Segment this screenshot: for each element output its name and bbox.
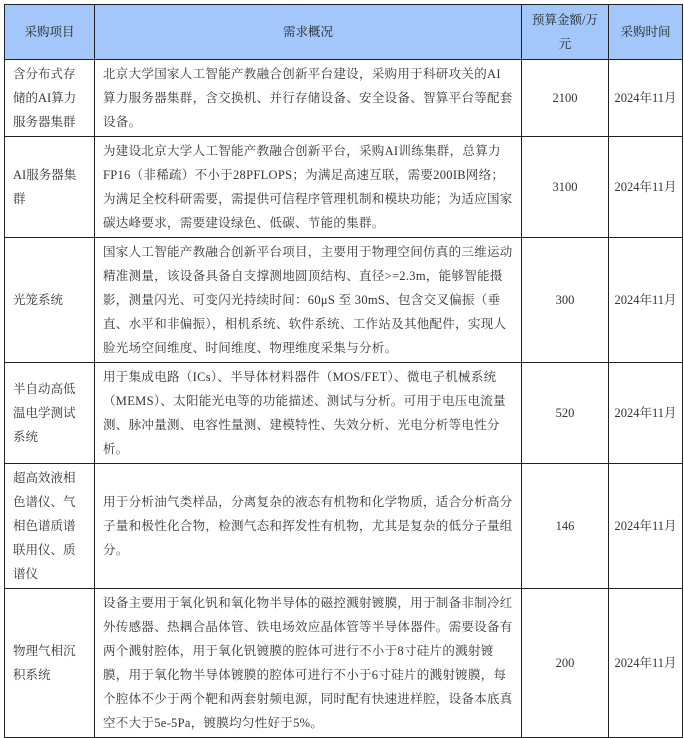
item-cell: 超高效液相色谱仪、气相色谱质谱联用仪、质谱仪 (5, 464, 95, 589)
budget-cell: 520 (522, 363, 609, 464)
item-cell: 物理气相沉积系统 (5, 589, 95, 738)
budget-cell: 2100 (522, 60, 609, 137)
table-row (5, 137, 683, 238)
desc-cell: 设备主要用于氧化钒和氧化物半导体的磁控溅射镀膜，用于制备非制冷红外传感器、热耦合晶体管、铁电场效应晶体管等半导体器件。需要设备有两个溅射腔体，用于氧化钒镀膜的腔体可进行不小于8寸硅片的溅射镀膜，用于氧化物半导体镀膜的腔体可进行不小于6寸硅片的溅射镀膜，每个腔体不少于两个靶和两套射频电源，同时配有快速进样腔，设备本底真空不大于5e-5Pa，镀膜均匀性好于5%。 (95, 589, 522, 738)
budget-cell: 200 (522, 589, 609, 738)
budget-cell: 300 (522, 238, 609, 363)
desc-cell: 用于分析油气类样品，分离复杂的液态有机物和化学物质，适合分析高分子量和极性化合物，检测气态和挥发性有机物，尤其是复杂的低分子量组分。 (95, 464, 522, 589)
time-cell: 2024年11月 (609, 60, 683, 137)
desc-cell: 北京大学国家人工智能产教融合创新平台建设，采购用于科研攻关的AI算力服务器集群，含交换机、并行存储设备、安全设备、智算平台等配套设备。 (95, 60, 522, 137)
item-cell: AI服务器集群 (5, 137, 95, 238)
table-header-row (5, 5, 683, 60)
table-row (5, 363, 683, 464)
table-row (5, 589, 683, 738)
time-cell: 2024年11月 (609, 464, 683, 589)
time-cell: 2024年11月 (609, 363, 683, 464)
desc-cell: 国家人工智能产教融合创新平台项目，主要用于物理空间仿真的三维运动精准测量，该设备具备自支撑测地圆顶结构、直径>=2.3m，能够智能摄影，测量闪光、可变闪光持续时间：60μS 至 30mS、包含交叉偏振（垂直、水平和非偏振），相机系统、软件系统、工作站及其他配件，实现人脸光场空间维度、时间维度、物理维度采集与分析。 (95, 238, 522, 363)
header-item: 采购项目 (5, 5, 95, 60)
time-cell: 2024年11月 (609, 589, 683, 738)
budget-cell: 146 (522, 464, 609, 589)
table-row (5, 238, 683, 363)
procurement-table (4, 4, 683, 738)
item-cell: 光笼系统 (5, 238, 95, 363)
time-cell: 2024年11月 (609, 238, 683, 363)
table-row (5, 464, 683, 589)
desc-cell: 用于集成电路（ICs）、半导体材料器件（MOS/FET）、微电子机械系统（MEMS）、太阳能光电等的功能描述、测试与分析。可用于电压电流量测、脉冲量测、电容性量测、建模特性、失效分析、光电分析等电性分析。 (95, 363, 522, 464)
table-row (5, 60, 683, 137)
header-time: 采购时间 (609, 5, 683, 60)
desc-cell: 为建设北京大学人工智能产教融合创新平台，采购AI训练集群，总算力FP16（非稀疏）不小于28PFLOPS；为满足高速互联，需要200IB网络；为满足全校科研需要，需提供可信程序管理机制和模块功能；为适应国家碳达峰要求，需要建设绿色、低碳、节能的集群。 (95, 137, 522, 238)
time-cell: 2024年11月 (609, 137, 683, 238)
item-cell: 半自动高低温电学测试系统 (5, 363, 95, 464)
budget-cell: 3100 (522, 137, 609, 238)
item-cell: 含分布式存储的AI算力服务器集群 (5, 60, 95, 137)
header-budget: 预算金额/万元 (522, 5, 609, 60)
header-desc: 需求概况 (95, 5, 522, 60)
